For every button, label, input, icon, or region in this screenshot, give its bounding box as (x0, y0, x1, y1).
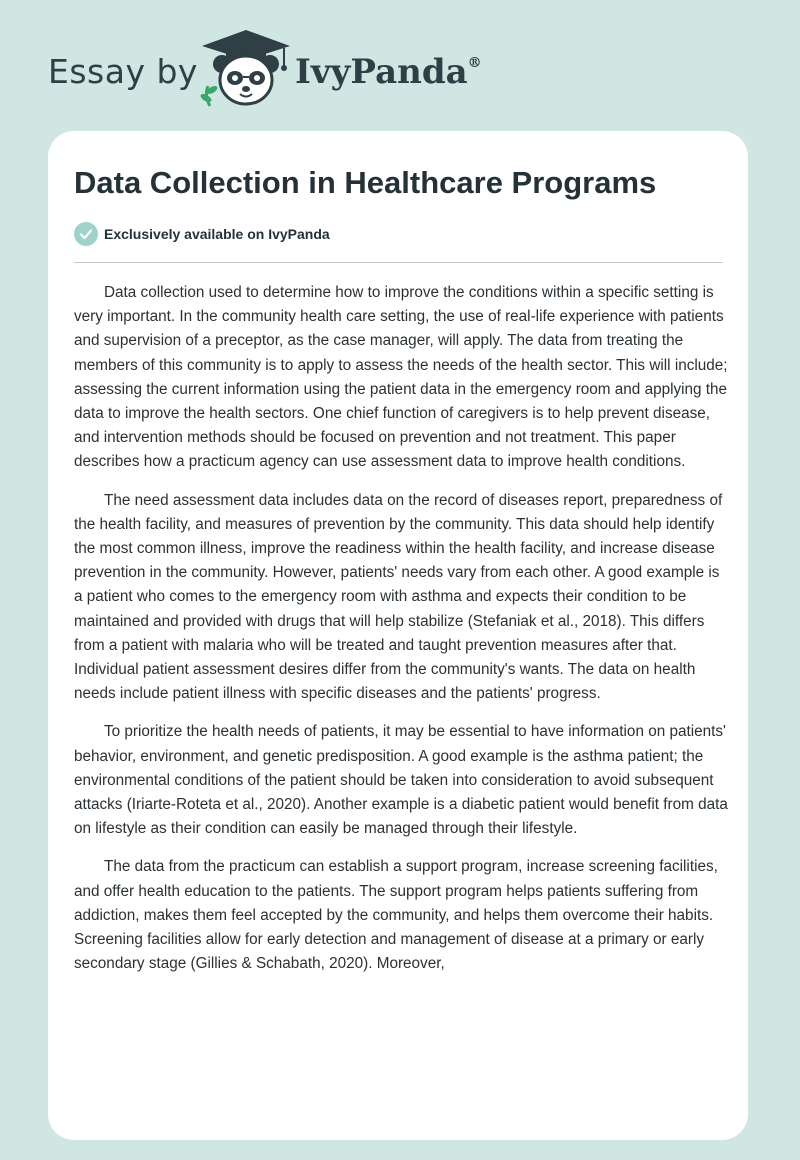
exclusive-badge (74, 222, 330, 246)
essay-paragraph: To prioritize the health needs of patients, it may be essential to have information on patients' behavior, environment, and genetic predisposition. A good example is the asthma patient; the environmental conditions of the patient should be taken into consideration to avoid subsequent attacks (Iriarte-Roteta et al., 2020). Another example is a diabetic patient would benefit from data on lifestyle as their condition can easily be managed through their lifestyle. (74, 723, 728, 838)
essay-by-label: Essay by (48, 52, 198, 91)
essay-title: Data Collection in Healthcare Programs (74, 165, 657, 200)
essay-paragraph: The data from the practicum can establish a support program, increase screening facilities, and offer health education to the patients. The support program helps patients suffering from addiction, makes them feel accepted by the community, and helps them overcome their habits. Screening facilities allow for early detection and management of disease at a primary or early secondary stage (Gillies & Schabath, 2020). Moreover, (74, 858, 718, 973)
essay-card (48, 131, 748, 1140)
trademark-symbol: ® (467, 54, 482, 71)
brand-name[interactable] (295, 52, 482, 92)
exclusive-label: Exclusively available on IvyPanda (104, 226, 330, 242)
divider (74, 262, 723, 263)
essay-paragraph: Data collection used to determine how to improve the conditions within a specific setting is very important. In the community health care setting, the use of real-life experience with patients and supervision of a preceptor, as the case manager, will apply. The data from treating the members of this community is to apply to assess the needs of the health sector. This will include; assessing the current information using the patient data in the emergency room and applying the data to improve the health sectors. One chief function of caregivers is to help prevent disease, and intervention methods should be focused on prevention and not treatment. This paper describes how a practicum agency can use assessment data to improve health conditions. (74, 284, 728, 471)
site-header (0, 0, 800, 130)
check-icon (74, 222, 98, 246)
panda-logo-icon[interactable] (200, 28, 292, 108)
essay-paragraph: The need assessment data includes data on the record of diseases report, preparedness of the health facility, and measures of prevention by the community. This data should help identify the most common illness, improve the readiness within the health facility, and increase disease prevention in the community. However, patients' needs vary from each other. A good example is a patient who comes to the emergency room with asthma and expects their condition to be maintained and provided with drugs that will help stabilize (Stefaniak et al., 2018). This differs from a patient with malaria who will be treated and taught prevention measures after that. Individual patient assessment desires differ from the community's wants. The data on health needs include patient illness with specific diseases and the patients' progress. (74, 491, 723, 703)
brand-name-text: IvyPanda (295, 52, 468, 92)
essay-body (74, 281, 729, 990)
